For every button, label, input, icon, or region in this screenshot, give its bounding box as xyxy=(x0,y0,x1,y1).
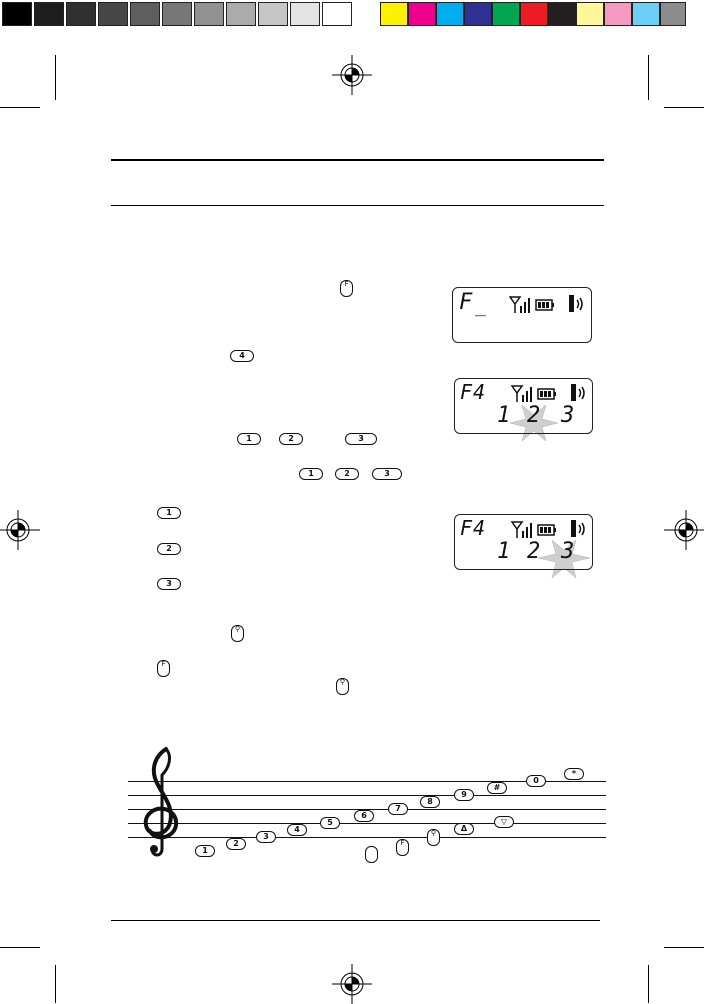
key-4-icon: 4 xyxy=(230,350,254,362)
color-swatch xyxy=(464,2,492,26)
note-key-hash-icon: # xyxy=(487,782,507,794)
gray-swatch xyxy=(194,2,224,26)
note-key-star-icon: * xyxy=(564,768,584,780)
signal-strength-icon xyxy=(511,385,533,403)
key-1-icon: 1 xyxy=(157,507,181,519)
signal-strength-icon xyxy=(511,521,533,539)
note-function-key-icon: F xyxy=(396,839,409,856)
treble-clef-icon xyxy=(140,745,186,860)
lcd-digit-2: 2 xyxy=(527,403,542,428)
note-key-4-icon: 4 xyxy=(287,824,307,836)
lcd-mode-text: F4 xyxy=(460,380,487,404)
ringer-icon xyxy=(567,294,585,314)
key-3-icon: 3 xyxy=(157,578,181,590)
registration-target-left xyxy=(0,510,40,550)
note-key-8-icon: 8 xyxy=(420,796,440,808)
crop-mark xyxy=(55,55,56,100)
lcd-display-2 xyxy=(454,378,593,434)
gray-swatch xyxy=(130,2,160,26)
send-key-icon: ⚲ xyxy=(336,678,349,695)
color-swatch xyxy=(380,2,408,26)
lcd-mode-text: F xyxy=(459,290,474,315)
gray-swatch xyxy=(98,2,128,26)
crop-mark xyxy=(648,55,649,100)
color-swatch xyxy=(548,2,576,26)
lcd-display-1 xyxy=(452,287,592,343)
note-key-7-icon: 7 xyxy=(388,803,408,815)
signal-strength-icon xyxy=(509,296,531,314)
color-swatch xyxy=(492,2,520,26)
note-key-2-icon: 2 xyxy=(226,838,246,850)
lcd-mode-text: F4 xyxy=(460,516,487,540)
key-3-icon: 3 xyxy=(345,433,377,445)
key-2-icon: 2 xyxy=(335,468,359,480)
note-key-1-icon: 1 xyxy=(195,845,215,857)
key-1-icon: 1 xyxy=(237,433,261,445)
key-3-icon: 3 xyxy=(372,468,402,480)
color-swatch xyxy=(632,2,660,26)
gray-swatch xyxy=(226,2,256,26)
gray-swatch xyxy=(322,2,352,26)
lcd-digit-3: 3 xyxy=(561,539,576,564)
gray-swatch xyxy=(66,2,96,26)
staff-line xyxy=(128,837,606,838)
registration-target-right xyxy=(664,510,704,550)
battery-icon xyxy=(535,299,555,311)
crop-mark xyxy=(55,965,56,1003)
lcd-digit-2: 2 xyxy=(527,539,542,564)
crop-mark xyxy=(664,947,704,948)
function-key-icon: F xyxy=(340,280,353,297)
lcd-digit-1: 1 xyxy=(497,403,512,428)
key-2-icon: 2 xyxy=(157,543,181,555)
staff-line xyxy=(128,823,606,824)
key-2-icon: 2 xyxy=(279,433,303,445)
gray-swatch xyxy=(2,2,32,26)
note-key-6-icon: 6 xyxy=(354,810,374,822)
crop-mark xyxy=(0,107,40,108)
note-end-key-icon: ⌒ xyxy=(365,846,378,863)
function-key-icon: F xyxy=(157,660,170,677)
battery-icon xyxy=(537,388,557,400)
color-swatch xyxy=(520,2,548,26)
header-rule-thick xyxy=(111,159,604,161)
staff-line xyxy=(128,795,606,796)
note-key-3-icon: 3 xyxy=(256,831,276,843)
color-swatch xyxy=(660,2,686,26)
gray-swatch xyxy=(162,2,192,26)
registration-target-top xyxy=(332,55,372,95)
color-swatch xyxy=(576,2,604,26)
note-key-down-icon: ▽ xyxy=(494,816,514,828)
registration-target-bottom xyxy=(332,964,372,1004)
note-key-9-icon: 9 xyxy=(454,789,474,801)
color-swatch xyxy=(604,2,632,26)
send-key-icon: ⚲ xyxy=(231,625,244,642)
note-key-5-icon: 5 xyxy=(320,817,340,829)
battery-icon xyxy=(537,524,557,536)
color-swatch xyxy=(436,2,464,26)
lcd-display-3-group xyxy=(440,510,600,590)
gray-swatch xyxy=(34,2,64,26)
footer-rule xyxy=(111,920,600,921)
color-swatch xyxy=(408,2,436,26)
lcd-display-2-group xyxy=(440,375,600,455)
gray-swatch xyxy=(290,2,320,26)
note-key-up-icon: Δ xyxy=(454,823,474,835)
lcd-cursor: _ xyxy=(475,296,487,317)
crop-mark xyxy=(664,107,704,108)
header-rule-thin xyxy=(111,205,604,206)
lcd-digit-1: 1 xyxy=(497,539,512,564)
gray-swatch xyxy=(258,2,288,26)
ringer-icon xyxy=(569,383,587,403)
lcd-display-3 xyxy=(454,514,593,570)
note-key-0-icon: 0 xyxy=(526,775,546,787)
crop-mark xyxy=(648,965,649,1003)
note-send-key-icon: ⚲ xyxy=(427,829,440,846)
key-1-icon: 1 xyxy=(299,468,323,480)
ringer-icon xyxy=(569,519,587,539)
lcd-digit-3: 3 xyxy=(561,403,576,428)
crop-mark xyxy=(0,947,40,948)
